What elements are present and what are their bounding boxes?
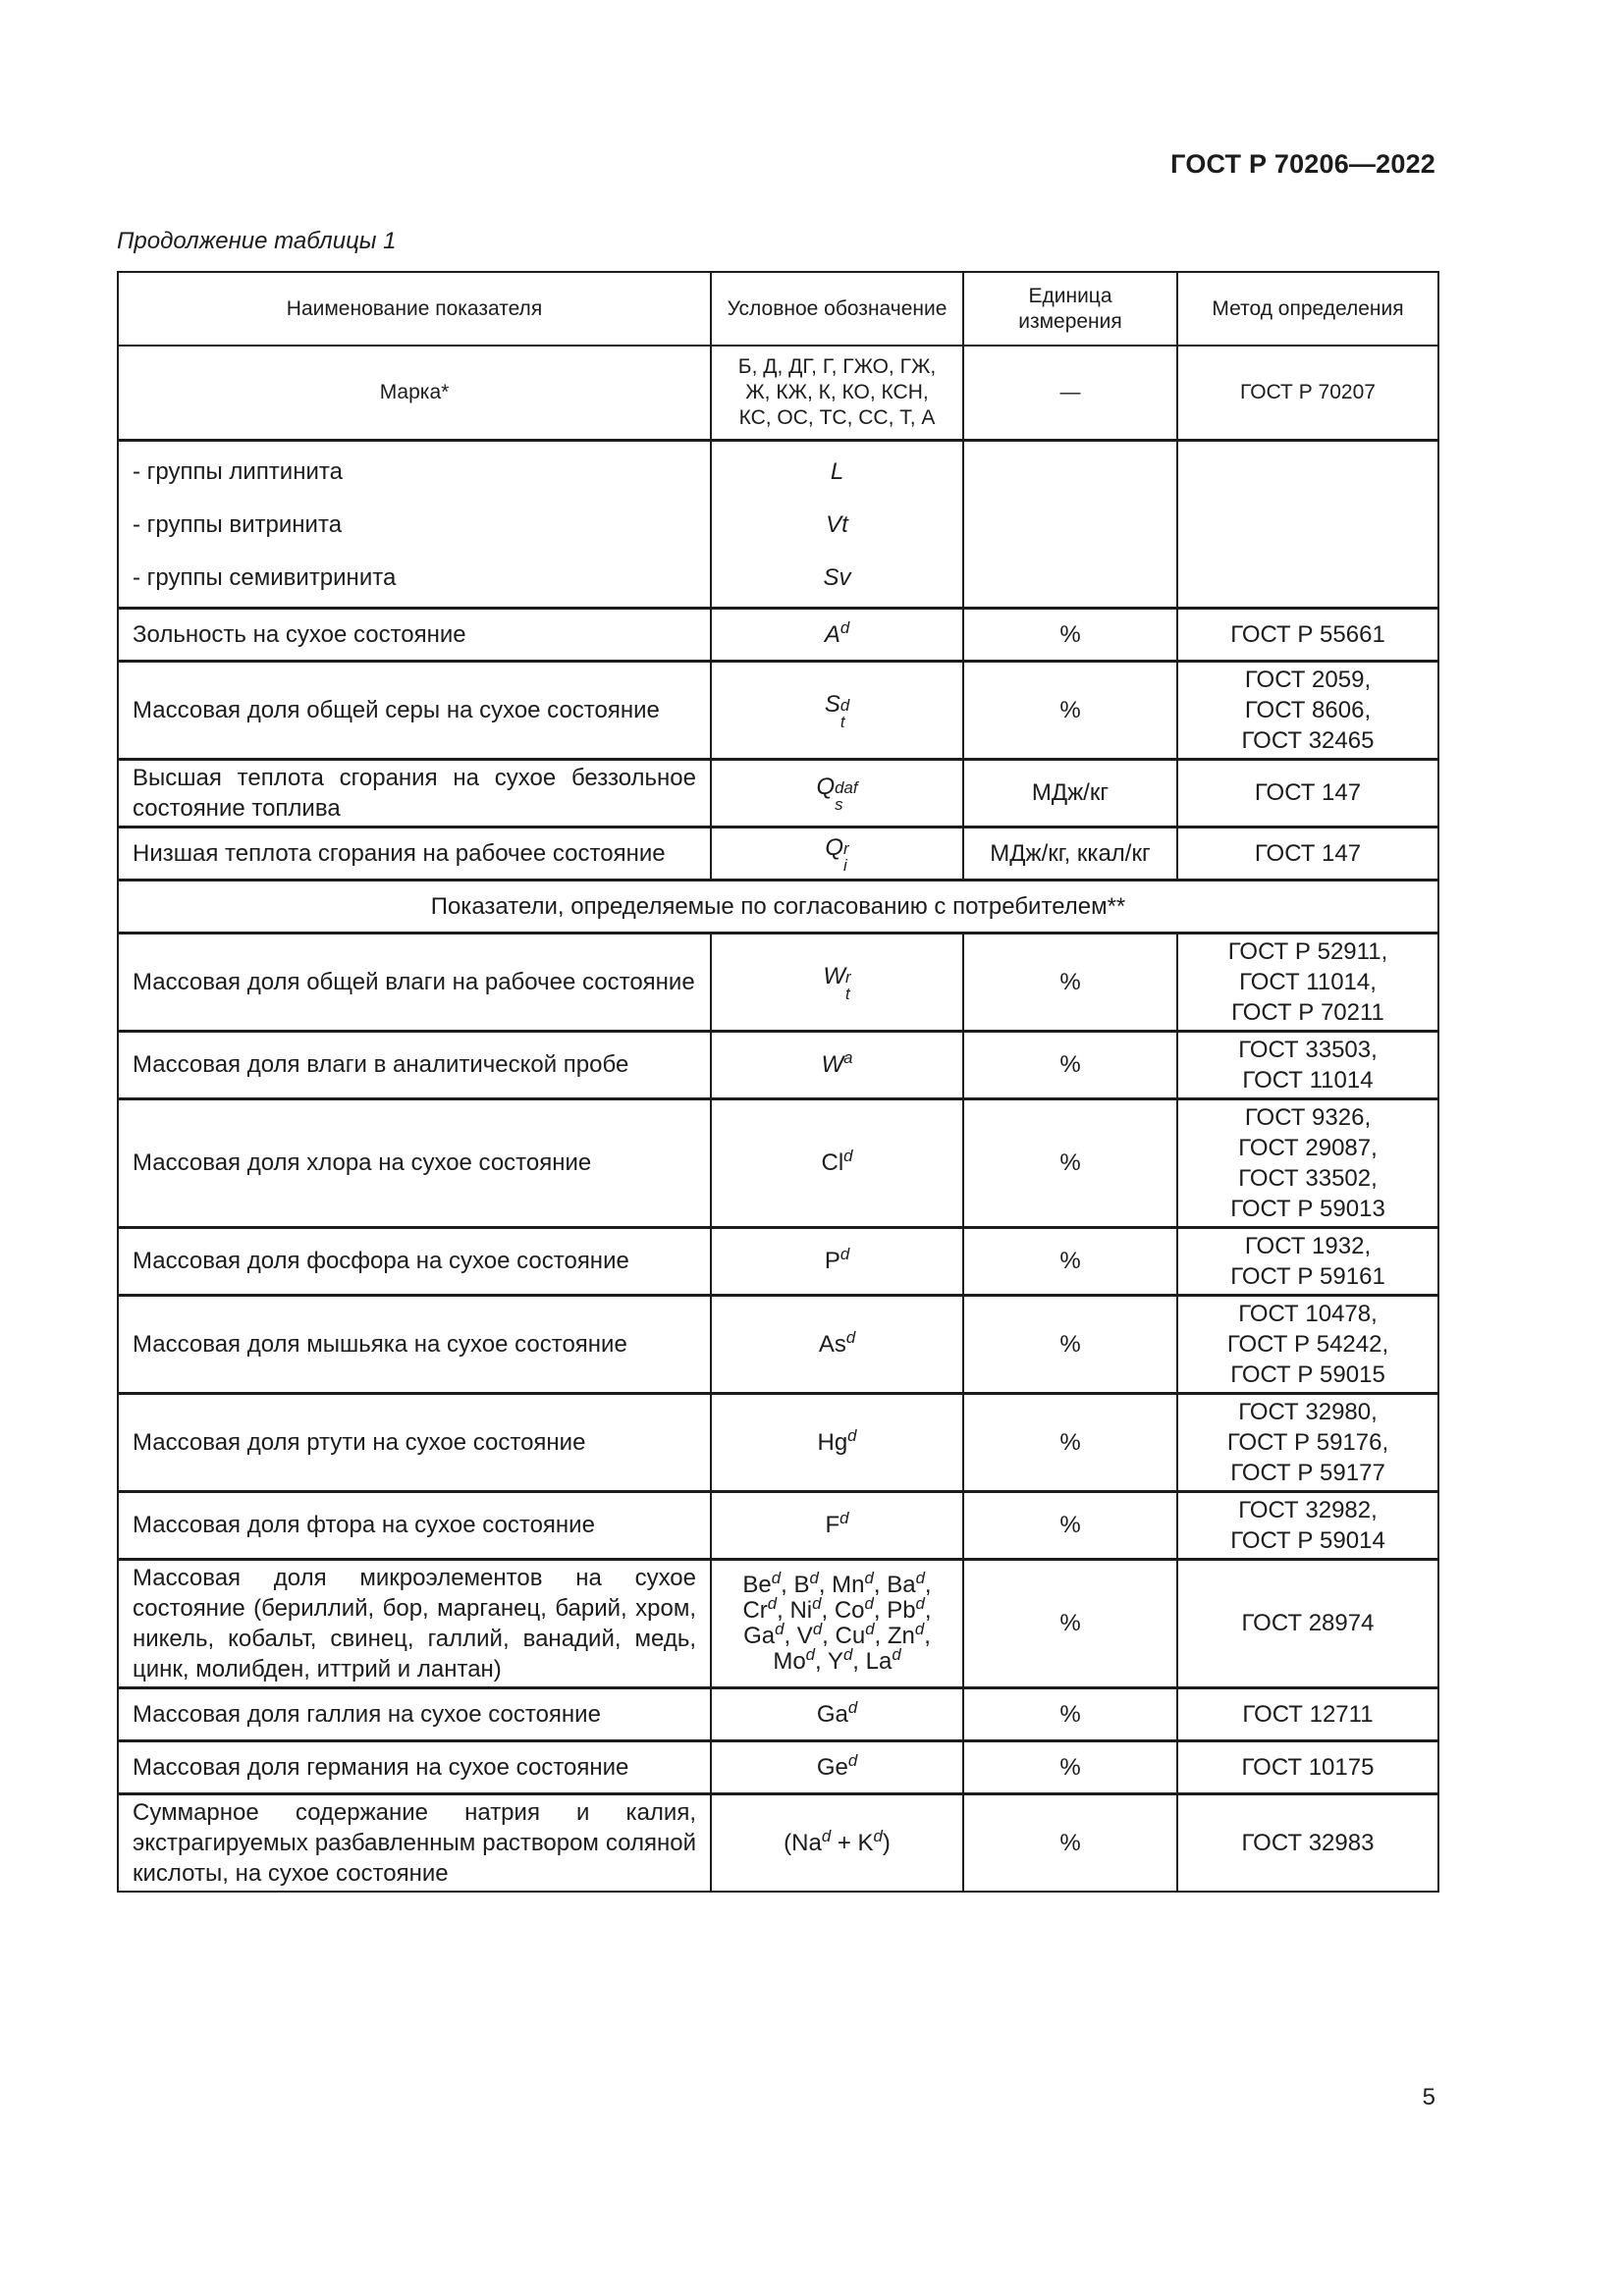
cell-method [1177, 440, 1438, 608]
symbol-superscript: d [839, 1244, 850, 1263]
symbol-base: Hg [817, 1428, 848, 1456]
symbol-text [816, 1697, 858, 1728]
col-header-unit: Единица измерения [963, 272, 1177, 346]
symbol-text [825, 833, 849, 875]
symbol-base: S [824, 690, 840, 718]
method-ref: ГОСТ Р 59013 [1230, 1195, 1385, 1222]
cell-unit: % [963, 1031, 1177, 1098]
group-symbol: Vt [826, 510, 848, 538]
document-code: ГОСТ Р 70206—2022 [1170, 149, 1435, 179]
cell-unit: % [963, 1295, 1177, 1393]
cell-method [1177, 1295, 1438, 1393]
symbol-base: Ni [789, 1596, 813, 1624]
symbol-text [773, 1644, 816, 1675]
symbol-subscript: t [845, 984, 850, 1003]
symbol-text [824, 690, 850, 731]
cell-method [1177, 1227, 1438, 1295]
table-row [118, 1227, 1438, 1295]
method-ref: ГОСТ Р 70211 [1231, 998, 1384, 1026]
cell-method [1177, 1687, 1438, 1740]
symbol-text [742, 1593, 778, 1624]
method-ref: ГОСТ 32982, [1238, 1496, 1378, 1523]
method-ref: ГОСТ Р 59014 [1230, 1526, 1385, 1554]
method-ref: ГОСТ Р 54242, [1226, 1330, 1389, 1358]
section-title: Показатели, определяемые по согласованию с потребителем** [118, 880, 1438, 933]
table-row-groups [118, 440, 1438, 608]
elements-line: Mo$^d$, $Y^d$, La$^d$ [773, 1644, 901, 1675]
cell-name: Массовая доля фосфора на сухое состояние [118, 1227, 711, 1295]
method-ref: ГОСТ 32983 [1241, 1829, 1375, 1856]
table-row [118, 933, 1438, 1031]
symbol-superscript: r [845, 967, 851, 987]
symbol-superscript: d [843, 1146, 853, 1165]
symbol-text [791, 1826, 832, 1856]
table-row-marka [118, 346, 1438, 440]
symbol-text [824, 617, 850, 648]
symbol-superscript: a [843, 1047, 853, 1067]
table-row [118, 1687, 1438, 1740]
method-ref: ГОСТ 32980, [1238, 1398, 1378, 1425]
method-ref: ГОСТ Р 59015 [1230, 1361, 1385, 1388]
cell-name: Суммарное содержание натрия и калия, экстрагируемых разбавленным раствором соляной кислоты, на сухое состояние [118, 1793, 711, 1892]
symbol-superscript: d [864, 1568, 874, 1587]
symbol-superscript: d [839, 1508, 849, 1527]
symbol-text [743, 1619, 785, 1649]
cell-name: Низшая теплота сгорания на рабочее состояние [118, 827, 711, 880]
symbol-superscript: d [821, 1826, 832, 1845]
cell-unit: % [963, 1098, 1177, 1227]
symbol-text [825, 1508, 849, 1538]
symbol-superscript: d [767, 1593, 778, 1613]
symbol-base: Q [825, 833, 844, 861]
cell-symbol [711, 1098, 963, 1227]
table-row [118, 1295, 1438, 1393]
symbol-superscript: d [865, 1619, 875, 1638]
symbol-superscript: d [915, 1593, 925, 1613]
symbol-superscript: d [839, 695, 850, 715]
symbol-superscript: d [915, 1568, 925, 1587]
cell-name [118, 440, 711, 608]
method-ref: ГОСТ 11014, [1239, 968, 1377, 995]
table-row [118, 1793, 1438, 1892]
cell-unit: % [963, 1227, 1177, 1295]
cell-name: Марка* [118, 346, 711, 440]
cell-method [1177, 827, 1438, 880]
symbol-base: Q [816, 774, 836, 801]
cell-name: Массовая доля мышьяка на сухое состояние [118, 1295, 711, 1393]
table-row [118, 827, 1438, 880]
method-ref: ГОСТ Р 52911, [1227, 937, 1388, 965]
table-row [118, 661, 1438, 759]
cell-symbol [711, 1393, 963, 1491]
cell-name: Массовая доля микроэлементов на сухое состояние (бериллий, бор, марганец, барий, хром, никель, кобальт, свинец, галлий, ванадий, медь, цинк, молибден, иттрий и лантан) [118, 1559, 711, 1687]
symbol-superscript: d [771, 1568, 782, 1587]
symbol-text [816, 774, 858, 815]
cell-symbol: $(Na^d + K^d)$ [711, 1793, 963, 1892]
cell-name: Массовая доля влаги в аналитической пробе [118, 1031, 711, 1098]
symbol-text [827, 1644, 853, 1675]
symbol-base: Cl [821, 1149, 844, 1176]
symbol-base: W [821, 1051, 844, 1078]
symbol-superscript: d [812, 1593, 822, 1613]
method-ref: ГОСТ 29087, [1238, 1134, 1378, 1161]
cell-symbol [711, 1031, 963, 1098]
cell-method [1177, 1393, 1438, 1491]
symbol-base: B [793, 1571, 810, 1598]
cell-unit: % [963, 1740, 1177, 1793]
symbol-text [823, 962, 851, 1003]
cell-symbol [711, 1227, 963, 1295]
cell-name: Массовая доля общей серы на сухое состояние [118, 661, 711, 759]
elements-line: Cr$^d$, Ni$^d$, Co$^d$, Pb$^d$, [742, 1593, 932, 1624]
cell-method [1177, 1559, 1438, 1687]
symbol-base: Zn [887, 1622, 915, 1649]
table-row [118, 1491, 1438, 1559]
cell-unit: % [963, 933, 1177, 1031]
symbol-superscript: d [775, 1619, 785, 1638]
symbol-base: Ga [743, 1622, 776, 1649]
symbol-base: F [825, 1512, 840, 1538]
section-row [118, 880, 1438, 933]
cell-unit: % [963, 1687, 1177, 1740]
method-ref: ГОСТ Р 59177 [1230, 1459, 1385, 1486]
cell-symbol [711, 440, 963, 608]
symbol-superscript: d [892, 1644, 901, 1664]
cell-name: Массовая доля фтора на сухое состояние [118, 1491, 711, 1559]
cell-name: Массовая доля ртути на сухое состояние [118, 1393, 711, 1491]
cell-unit [963, 440, 1177, 608]
page-number: 5 [1422, 2084, 1435, 2110]
cell-unit: — [963, 346, 1177, 440]
cell-name: Массовая доля германия на сухое состояние [118, 1740, 711, 1793]
symbol-superscript: daf [835, 778, 858, 798]
symbol-base: Co [834, 1596, 865, 1624]
elements-line: Be$^d$, $B^d$, Mn$^d$, Ba$^d$, [742, 1568, 932, 1598]
cell-unit: % [963, 1393, 1177, 1491]
method-ref: ГОСТ 9326, [1244, 1103, 1372, 1131]
method-ref: ГОСТ 147 [1254, 779, 1362, 806]
method-ref: ГОСТ 33503, [1238, 1036, 1378, 1063]
symbol-base: P [824, 1248, 840, 1274]
symbol-superscript: d [847, 1750, 858, 1770]
table-body [118, 346, 1438, 1892]
cell-unit: % [963, 608, 1177, 661]
symbol-subscript: i [843, 855, 847, 875]
method-ref: ГОСТ 33502, [1238, 1164, 1378, 1192]
symbol-superscript: d [845, 1327, 856, 1347]
cell-method [1177, 1491, 1438, 1559]
table-row [118, 1559, 1438, 1687]
marka-symbol-line: КС, ОС, ТС, СС, Т, А [738, 405, 936, 429]
symbol-superscript: d [873, 1826, 883, 1845]
symbol-text [818, 1327, 856, 1358]
symbol-base: Na [791, 1829, 822, 1856]
method-ref: ГОСТ 28974 [1241, 1610, 1375, 1636]
cell-symbol [711, 608, 963, 661]
cell-name: Массовая доля хлора на сухое состояние [118, 1098, 711, 1227]
table-row [118, 759, 1438, 827]
symbol-text [817, 1425, 857, 1456]
symbol-text [835, 1619, 875, 1649]
symbol-base: Cr [742, 1596, 768, 1624]
cell-symbol [711, 346, 963, 440]
cell-symbol [711, 1491, 963, 1559]
table-row [118, 1098, 1438, 1227]
cell-method [1177, 1793, 1438, 1892]
cell-method [1177, 1031, 1438, 1098]
cell-name: Массовая доля галлия на сухое состояние [118, 1687, 711, 1740]
symbol-text [857, 1826, 883, 1856]
cell-symbol [711, 1687, 963, 1740]
cell-method [1177, 1740, 1438, 1793]
symbol-text [816, 1750, 858, 1781]
group-name: - группы витринита [133, 510, 343, 538]
cell-unit: % [963, 661, 1177, 759]
method-ref: ГОСТ Р 59161 [1230, 1262, 1385, 1290]
symbol-base: W [823, 962, 846, 989]
symbol-base: Ba [887, 1571, 916, 1598]
symbol-superscript: d [809, 1568, 819, 1587]
method-ref: ГОСТ 10175 [1241, 1753, 1375, 1781]
elements-line: Ga$^d$, $V^d$, Cu$^d$, Zn$^d$, [743, 1619, 931, 1649]
symbol-superscript: d [842, 1644, 853, 1664]
cell-unit: % [963, 1793, 1177, 1892]
cell-method [1177, 608, 1438, 661]
indicators-table [117, 271, 1439, 1893]
cell-symbol [711, 759, 963, 827]
cell-unit: % [963, 1491, 1177, 1559]
table-row [118, 1031, 1438, 1098]
cell-name: Массовая доля общей влаги на рабочее состояние [118, 933, 711, 1031]
method-ref: ГОСТ 12711 [1242, 1700, 1374, 1728]
table-header-row [118, 272, 1438, 346]
method-ref: ГОСТ 32465 [1241, 726, 1375, 754]
symbol-base: Pb [887, 1596, 916, 1624]
cell-method [1177, 933, 1438, 1031]
symbol-base: A [824, 620, 840, 648]
symbol-indices [839, 695, 850, 731]
symbol-subscript: t [839, 712, 845, 731]
symbol-superscript: d [847, 1697, 858, 1717]
symbol-text [824, 1244, 850, 1274]
table-row [118, 608, 1438, 661]
cell-symbol [711, 1740, 963, 1793]
symbol-indices [843, 838, 849, 875]
cell-name: Зольность на сухое состояние [118, 608, 711, 661]
group-symbol: Sv [823, 563, 851, 591]
cell-unit: МДж/кг [963, 759, 1177, 827]
cell-unit: МДж/кг, ккал/кг [963, 827, 1177, 880]
cell-method [1177, 759, 1438, 827]
symbol-base: V [796, 1622, 813, 1649]
symbol-base: Y [827, 1647, 843, 1675]
symbol-superscript: d [847, 1425, 857, 1445]
table-caption: Продолжение таблицы 1 [117, 228, 397, 254]
method-ref: ГОСТ Р 59176, [1226, 1428, 1389, 1456]
method-ref: ГОСТ 1932, [1244, 1232, 1372, 1259]
symbol-text [821, 1047, 853, 1078]
symbol-base: K [857, 1829, 874, 1856]
symbol-subscript: s [835, 795, 843, 815]
cell-symbol [711, 661, 963, 759]
col-header-symbol: Условное обозначение [711, 272, 963, 346]
marka-symbol-line: Ж, КЖ, К, КО, КСН, [745, 380, 929, 403]
symbol-base: Ge [816, 1753, 848, 1781]
method-ref: ГОСТ Р 55661 [1230, 620, 1385, 648]
group-name: - группы липтинита [133, 457, 343, 485]
cell-symbol [711, 933, 963, 1031]
cell-method [1177, 1098, 1438, 1227]
symbol-base: Cu [835, 1622, 866, 1649]
cell-symbol [711, 827, 963, 880]
method-ref: ГОСТ 10478, [1238, 1300, 1378, 1327]
cell-method: ГОСТ Р 70207 [1177, 346, 1438, 440]
symbol-base: As [818, 1330, 846, 1358]
symbol-superscript: d [914, 1619, 925, 1638]
marka-symbol-line: Б, Д, ДГ, Г, ГЖО, ГЖ, [737, 354, 937, 378]
group-symbol: L [830, 457, 844, 485]
cell-name: Высшая теплота сгорания на сухое беззольное состояние топлива [118, 759, 711, 827]
symbol-base: Mo [773, 1647, 806, 1675]
col-header-name: Наименование показателя [118, 272, 711, 346]
symbol-superscript: d [864, 1593, 874, 1613]
group-name: - группы семивитринита [133, 563, 397, 591]
symbol-base: Ga [816, 1700, 848, 1728]
symbol-superscript: r [843, 838, 849, 858]
symbol-superscript: d [812, 1619, 823, 1638]
symbol-text [821, 1146, 853, 1176]
table-row [118, 1740, 1438, 1793]
method-ref: ГОСТ 147 [1254, 839, 1362, 867]
method-ref: ГОСТ 2059, [1244, 666, 1372, 693]
symbol-base: Be [742, 1571, 772, 1598]
symbol-base: La [865, 1647, 893, 1675]
cell-method [1177, 661, 1438, 759]
cell-unit: % [963, 1559, 1177, 1687]
symbol-indices [835, 780, 857, 814]
cell-symbol [711, 1559, 963, 1687]
table-row [118, 1393, 1438, 1491]
method-ref: ГОСТ 11014 [1242, 1066, 1374, 1094]
symbol-superscript: d [805, 1644, 816, 1664]
symbol-text [865, 1644, 901, 1675]
symbol-indices [845, 967, 851, 1003]
symbol-base: Mn [832, 1571, 865, 1598]
symbol-superscript: d [839, 617, 850, 637]
method-ref: ГОСТ 8606, [1244, 696, 1372, 723]
cell-symbol [711, 1295, 963, 1393]
col-header-method: Метод определения [1177, 272, 1438, 346]
